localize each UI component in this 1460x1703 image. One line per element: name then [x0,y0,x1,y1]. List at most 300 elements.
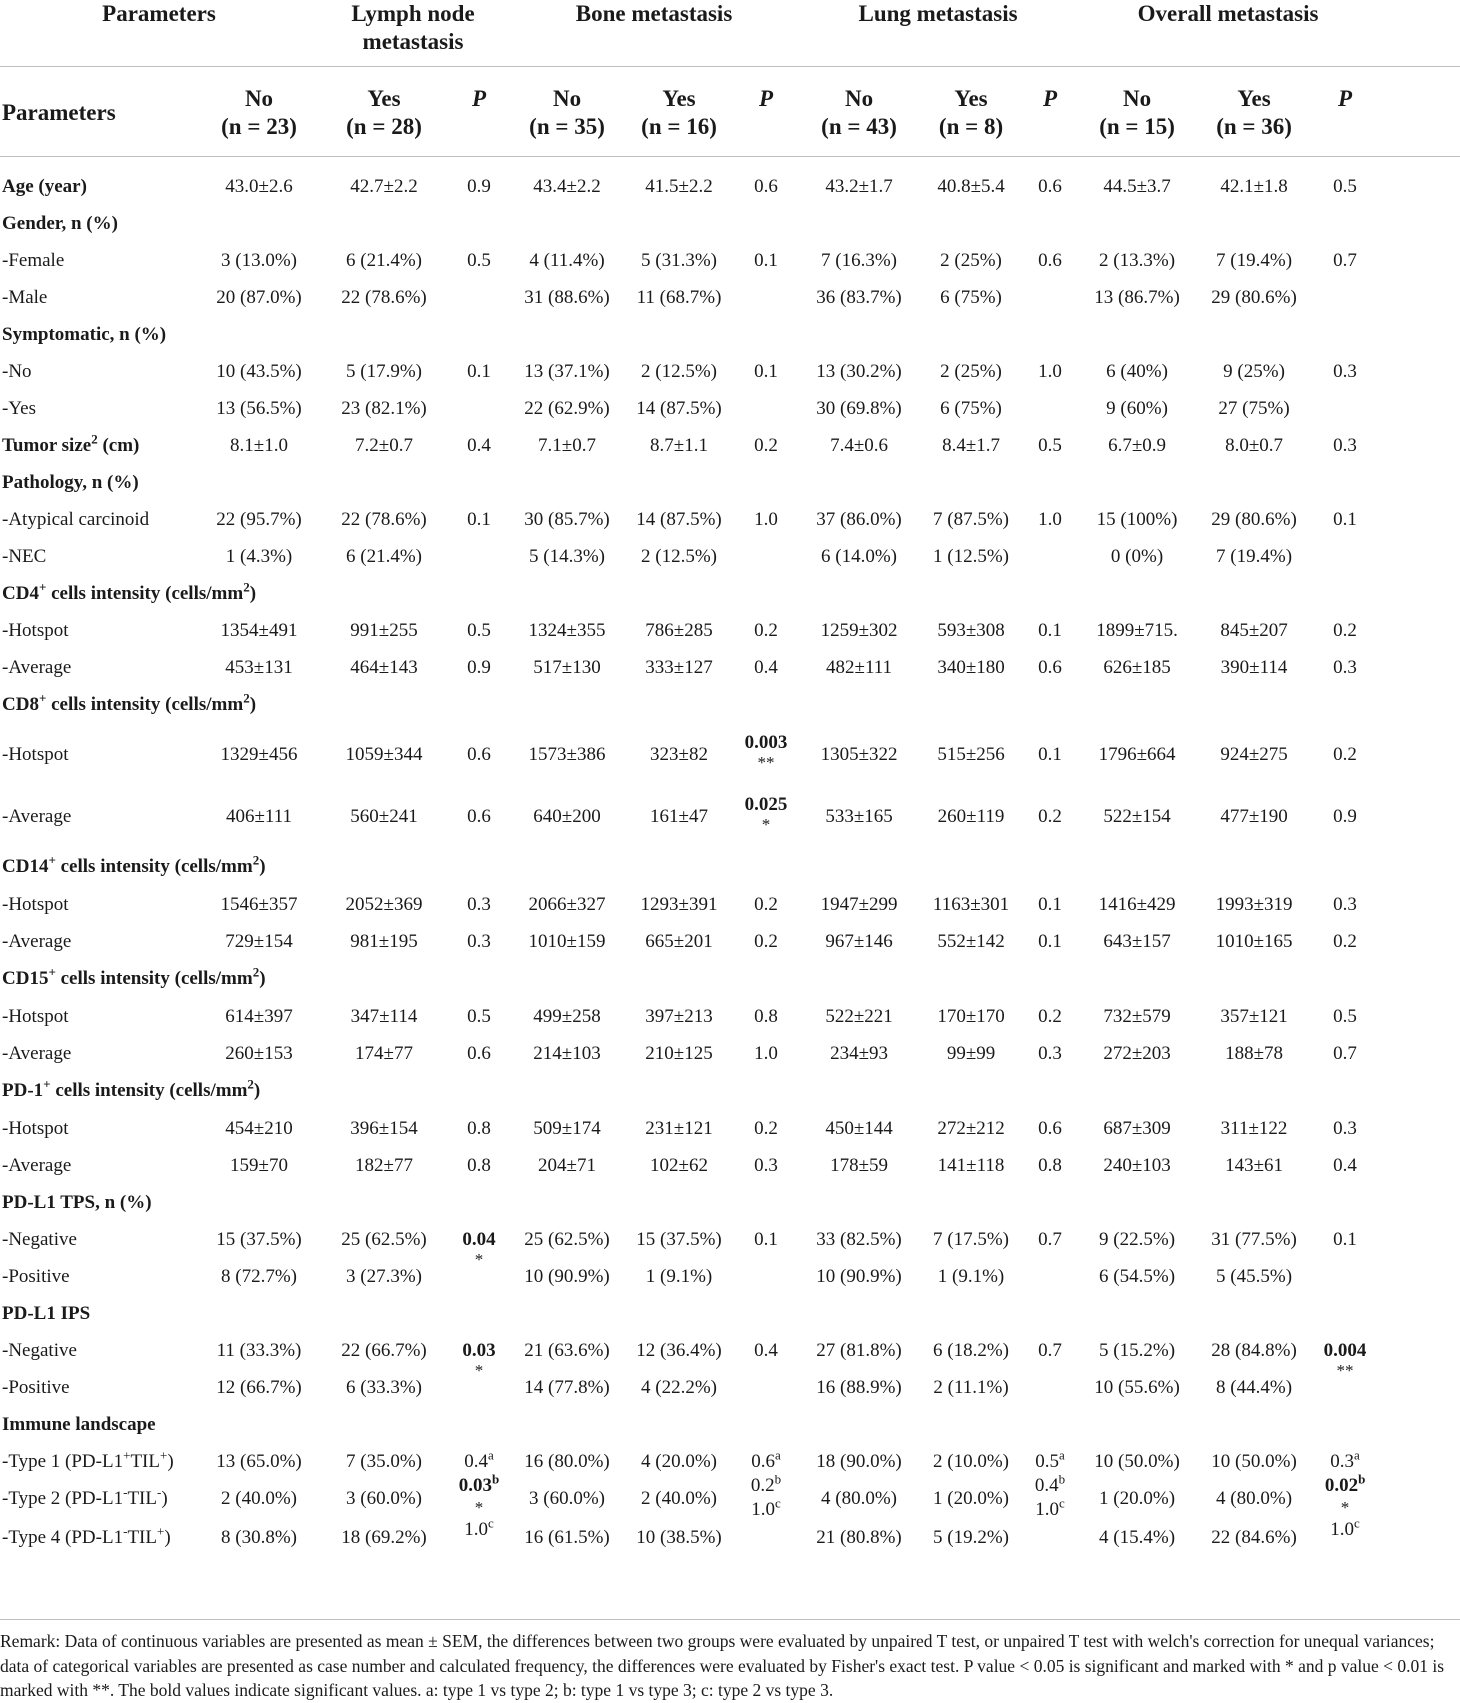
table-row [0,1369,1460,1406]
col-lung-yes-n: (n = 8) [938,114,1004,139]
table-cell: 20 (87.0%) [216,286,302,308]
table-cell: 8.4±1.7 [942,434,1000,456]
group-header-lymph-node: Lymph node metastasis [351,1,475,54]
table-cell [1310,538,1380,575]
table-cell: 640±200 [533,806,601,827]
col-bone-yes: Yes [662,86,696,111]
table-cell: 11 (68.7%) [636,286,722,308]
row-label-female: -Female [2,249,65,271]
section-cd4: CD4+ cells intensity $(cells/mm^2)$ [2,579,257,604]
table-cell: 1.0 [1038,360,1062,382]
table-cell: 552±142 [937,930,1005,952]
col-overall-yes: Yes [1237,86,1271,111]
table-cell: 240±103 [1103,1154,1171,1176]
table-cell: 15 (37.5%) [216,1228,302,1250]
table-cell: 1796±664 [1098,744,1176,765]
table-cell: 0.2 [754,1117,778,1139]
table-cell: 27 (75%) [1218,397,1290,419]
table-cell: 0.6 [1038,249,1062,271]
table-cell: 42.1±1.8 [1220,175,1288,197]
table-cell [1024,390,1076,427]
table-cell: 522±154 [1103,806,1171,827]
table-cell: 16 (80.0%) [524,1450,610,1472]
table-cell: 0.9 [467,175,491,197]
table-cell: 30 (85.7%) [524,508,610,530]
col-lung-no-n: (n = 43) [821,114,897,139]
table-cell: 27 (81.8%) [816,1339,902,1361]
table-row [0,1035,1460,1072]
group-header-lung: Lung metastasis [858,1,1018,26]
table-cell: 2052±369 [345,893,423,915]
table-cell: 31 (88.6%) [524,286,610,308]
table-cell: 522±221 [825,1005,893,1027]
table-row [0,427,1460,464]
table-cell: 6 (33.3%) [346,1376,422,1398]
col-ln-no: No [244,86,274,111]
table-cell: 0.1 [467,508,491,530]
table-cell: 18 (90.0%) [816,1450,902,1472]
table-cell: 0.7 [1333,249,1357,271]
table-cell: 0.8 [467,1154,491,1176]
row-label-cd14-hotspot: -Hotspot [2,893,69,915]
table-row [0,1221,1460,1258]
table-cell: 2 (40.0%) [641,1487,717,1509]
row-label-nec: -NEC [2,545,47,567]
table-cell: 2066±327 [528,893,606,915]
table-cell: 6 (21.4%) [346,249,422,271]
row-label-type1: -Type 1 (PD-L1+TIL+) [2,1447,174,1472]
table-row [0,724,1460,786]
table-row [0,1258,1460,1295]
table-row [0,279,1460,316]
section-row [0,960,1460,998]
table-cell: 5 (17.9%) [346,360,422,382]
table-cell: 6 (54.5%) [1099,1265,1176,1287]
table-cell: 7 (19.4%) [1216,249,1293,271]
table-cell: 16 (88.9%) [816,1376,902,1398]
table-cell: 499±258 [533,1005,601,1027]
row-label-cd8-average: -Average [2,806,72,827]
table-cell: 6.7±0.9 [1108,434,1167,456]
table-cell: 732±579 [1103,1005,1171,1027]
row-label-male: -Male [2,286,48,308]
table-cell: 397±213 [645,1005,713,1027]
table-cell [450,538,508,575]
table-cell: 14 (77.8%) [524,1376,610,1398]
table-cell: 234±93 [830,1042,888,1064]
table-cell: 396±154 [350,1117,418,1139]
table-cell: 10 (50.0%) [1094,1450,1180,1472]
table-row [0,1110,1460,1147]
table-cell: 231±121 [645,1117,713,1139]
table-cell: 260±119 [937,806,1005,827]
table-cell: 0.1 [1038,893,1062,915]
row-label-cd15-hotspot: -Hotspot [2,1005,69,1027]
table-cell: 0.2 [1333,744,1357,765]
table-cell: 1 (4.3%) [225,545,293,567]
table-cell: 5 (31.3%) [641,249,717,271]
table-cell: 42.7±2.2 [350,175,418,197]
table-cell: 0.3 [1038,1042,1062,1064]
table-cell: 8 (72.7%) [221,1265,297,1287]
table-cell: 31 (77.5%) [1211,1228,1297,1250]
table-row [0,1443,1460,1480]
table-cell: 311±122 [1220,1117,1288,1139]
table-cell: 33 (82.5%) [816,1228,902,1250]
table-cell: 0.7 [1038,1228,1062,1250]
table-cell: 0.2 [1038,1005,1062,1027]
table-cell: 43.4±2.2 [533,175,601,197]
table-cell: 2 (10.0%) [933,1450,1010,1472]
table-cell: 25 (62.5%) [341,1228,427,1250]
p-cell-immune-overall: 0.3$^a$ 0.02$^b$ * 1.0$^c$ [1324,1447,1366,1540]
table-cell [1024,1258,1076,1295]
table-cell: 4 (80.0%) [1216,1487,1293,1509]
table-cell: 1329±456 [220,744,298,765]
table-cell: 161±47 [650,806,708,827]
table-cell: 0.03 * [462,1340,496,1380]
table-cell: 102±62 [650,1154,708,1176]
table-cell: 7.1±0.7 [538,434,596,456]
col-bone-p: P [758,86,774,111]
table-cell: 0.5 [1038,434,1062,456]
table-cell: 3 (13.0%) [221,249,297,271]
row-label-type2: -Type 2 (PD-L1-TIL-) [2,1484,168,1509]
group-header-overall: Overall metastasis [1137,1,1319,26]
table-cell: 4 (80.0%) [821,1487,898,1509]
table-cell: 981±195 [350,930,418,952]
table-cell: 0.9 [467,656,491,678]
table-cell: 1.0 [754,508,778,530]
section-cd14: CD14+ cells intensity $(cells/mm^2)$ [2,852,266,877]
table-cell [732,1258,800,1295]
table-cell: 4 (11.4%) [529,249,605,271]
table-cell: 0.3 [1333,656,1357,678]
row-label-pd1-average: -Average [2,1154,72,1176]
row-label-cd4-hotspot: -Hotspot [2,619,69,641]
table-cell: 2 (40.0%) [221,1487,297,1509]
table-row [0,538,1460,575]
table-cell [1024,538,1076,575]
table-cell: 0.4 [754,1339,778,1361]
table-cell: 10 (38.5%) [636,1527,722,1548]
table-remark: Remark: Data of continuous variables are presented as mean ± SEM, the differences between two groups were evaluated by unpaired T test, or unpaired T test with welch's correction for unequal variances; data of categorical variables are presented as case number and calculated frequency, the differences were evaluated by Fisher's exact test. P value < 0.05 is significant and marked with * and p value < 0.01 is marked with **. The bold values indicate significant values. a: type 1 vs type 2; b: type 1 vs type 3; c: type 2 vs type 3. [0,1619,1460,1703]
table-cell: 15 (37.5%) [636,1228,722,1250]
table-cell: 143±61 [1225,1154,1284,1176]
table-cell: 14 (87.5%) [636,397,722,419]
table-cell: 0.003 ** [744,732,788,772]
table-cell: 517±130 [533,656,601,678]
table-cell: 16 (61.5%) [524,1527,610,1548]
table-cell: 29 (80.6%) [1211,508,1297,530]
table-cell: 515±256 [937,744,1005,765]
table-cell [1310,390,1380,427]
table-cell: 0.2 [1038,806,1062,827]
section-row [0,1295,1460,1332]
table-row [0,1480,1460,1517]
table-cell: 5 (14.3%) [529,545,605,567]
table-cell: 0.2 [1333,619,1357,641]
table-cell: 18 (69.2%) [341,1527,427,1548]
table-cell: 0.6 [467,744,491,765]
table-cell: 7 (16.3%) [821,249,898,271]
table-cell: 0.4 [467,434,491,456]
table-cell: 13 (30.2%) [816,360,902,382]
table-cell: 1324±355 [528,619,606,641]
table-cell [732,538,800,575]
table-cell: 0.1 [467,360,491,382]
table-cell: 454±210 [225,1117,293,1139]
table-cell: 924±275 [1220,744,1288,765]
table-cell: 0.7 [1333,1042,1357,1064]
table-cell: 0.6 [754,175,778,197]
table-cell: 0.3 [1333,434,1357,456]
col-overall-yes-n: (n = 36) [1216,114,1292,139]
table-cell: 3 (60.0%) [346,1487,422,1509]
table-cell: 1 (12.5%) [933,545,1010,567]
table-cell: 2 (11.1%) [933,1376,1009,1398]
table-row [0,353,1460,390]
table-cell: 8 (30.8%) [221,1527,297,1548]
table-cell: 10 (50.0%) [1211,1450,1297,1472]
table-cell: 22 (84.6%) [1211,1527,1297,1548]
row-label-tps-positive: -Positive [2,1265,70,1287]
table-cell: 6 (18.2%) [933,1339,1010,1361]
table-cell: 5 (45.5%) [1216,1265,1293,1287]
table-cell: 43.0±2.6 [225,175,293,197]
table-cell: 210±125 [645,1042,713,1064]
table-cell: 0.3 [1333,893,1357,915]
section-cd8: CD8+ cells intensity $(cells/mm^2)$ [2,690,257,715]
table-row [0,923,1460,960]
table-cell: 0.2 [754,434,778,456]
table-cell: 29 (80.6%) [1211,286,1297,308]
table-cell: 1293±391 [640,893,718,915]
table-row [0,242,1460,279]
table-cell: 21 (80.8%) [816,1527,902,1548]
table-cell: 8 (44.4%) [1216,1376,1293,1398]
col-ln-yes-n: (n = 28) [346,114,422,139]
row-label-cd8-hotspot: -Hotspot [2,744,69,765]
table-cell: 560±241 [350,806,418,827]
table-cell: 1947±299 [820,893,898,915]
table-cell: 7.2±0.7 [355,434,413,456]
table-cell: 687±309 [1103,1117,1171,1139]
row-label-cd4-average: -Average [2,656,72,678]
table-cell: 214±103 [533,1042,601,1064]
table-cell: 786±285 [645,619,713,641]
section-row [0,1072,1460,1110]
table-cell: 0.6 [467,806,491,827]
table-cell: 22 (78.6%) [341,508,427,530]
table-cell: 6 (40%) [1106,360,1168,382]
table-cell: 12 (36.4%) [636,1339,722,1361]
table-cell: 593±308 [937,619,1005,641]
table-cell: 7 (35.0%) [346,1450,422,1472]
table-cell: 10 (90.9%) [816,1265,902,1287]
table-cell: 533±165 [825,806,893,827]
table-cell: 0.8 [467,1117,491,1139]
table-row [0,886,1460,923]
table-cell: 7.4±0.6 [830,434,888,456]
table-cell: 272±212 [937,1117,1005,1139]
table-cell: 13 (37.1%) [524,360,610,382]
table-cell: 0.1 [1038,619,1062,641]
table-cell: 347±114 [350,1005,418,1027]
table-cell: 0.1 [754,360,778,382]
table-cell: 509±174 [533,1117,601,1139]
table-cell: 0.1 [1333,1228,1357,1250]
table-cell: 10 (90.9%) [524,1265,610,1287]
table-cell: 1.0 [1038,508,1062,530]
row-label-atypical: -Atypical carcinoid [2,508,150,530]
col-overall-no-n: (n = 15) [1099,114,1175,139]
table-cell: 7 (87.5%) [933,508,1010,530]
table-row [0,612,1460,649]
col-ln-yes: Yes [367,86,401,111]
table-cell: 0.6 [467,1042,491,1064]
table-cell: 450±144 [825,1117,893,1139]
table-cell: 845±207 [1220,619,1288,641]
table-cell: 1259±302 [820,619,898,641]
table-cell: 15 (100%) [1096,508,1178,530]
table-cell: 13 (65.0%) [216,1450,302,1472]
table-cell: 43.2±1.7 [825,175,893,197]
table-cell: 9 (60%) [1106,397,1168,419]
column-header-parameters: Parameters [0,66,200,156]
table-cell: 260±153 [225,1042,293,1064]
table-cell: 1 (20.0%) [933,1487,1010,1509]
table-cell: 5 (15.2%) [1099,1339,1176,1361]
table-cell: 10 (43.5%) [216,360,302,382]
table-cell: 3 (60.0%) [529,1487,605,1509]
table-cell: 188±78 [1225,1042,1284,1064]
col-overall-no: No [1122,86,1152,111]
table-row [0,998,1460,1035]
table-cell: 1010±159 [528,930,606,952]
group-header-bone: Bone metastasis [575,1,733,26]
table-cell: 0.8 [754,1005,778,1027]
table-cell: 7 (17.5%) [933,1228,1010,1250]
row-label-age: Age (year) [2,175,87,197]
table-cell: 22 (78.6%) [341,286,427,308]
table-cell: 0.6 [1038,1117,1062,1139]
table-cell [450,390,508,427]
table-cell: 6 (75%) [940,286,1002,308]
table-cell: 13 (56.5%) [216,397,302,419]
section-row [0,575,1460,612]
table-cell: 22 (66.7%) [341,1339,427,1361]
table-cell: 204±71 [538,1154,596,1176]
table-cell: 0.8 [1038,1154,1062,1176]
table-cell: 6 (14.0%) [821,545,898,567]
table-cell: 729±154 [225,930,293,952]
table-cell: 28 (84.8%) [1211,1339,1297,1361]
section-row [0,686,1460,724]
table-cell: 0.9 [1333,806,1357,827]
table-cell: 12 (66.7%) [216,1376,302,1398]
col-ln-no-n: (n = 23) [221,114,297,139]
table-cell [1024,279,1076,316]
row-label-ips-positive: -Positive [2,1376,70,1398]
table-cell: 2 (12.5%) [641,545,717,567]
row-label-tumor: Tumor size$^2$ (cm) [2,431,140,456]
section-row [0,464,1460,501]
table-cell: 0.5 [467,249,491,271]
row-label-ips-negative: -Negative [2,1339,77,1361]
table-cell: 614±397 [225,1005,293,1027]
section-row [0,205,1460,242]
section-row [0,848,1460,886]
table-cell: 0.7 [1038,1339,1062,1361]
table-cell: 1059±344 [345,744,423,765]
table-cell: 0.2 [754,930,778,952]
table-cell: 626±185 [1103,656,1171,678]
table-cell: 0.3 [467,930,491,952]
table-cell: 0.1 [1038,930,1062,952]
table-row [0,1332,1460,1369]
table-cell: 159±70 [230,1154,288,1176]
table-cell: 0.1 [754,1228,778,1250]
table-cell: 30 (69.8%) [816,397,902,419]
table-cell: 1.0 [754,1042,778,1064]
table-cell: 44.5±3.7 [1103,175,1171,197]
table-cell: 22 (62.9%) [524,397,610,419]
table-cell: 0.6 [1038,656,1062,678]
table-cell: 40.8±5.4 [937,175,1005,197]
table-cell: 178±59 [830,1154,888,1176]
row-label-pd1-hotspot: -Hotspot [2,1117,69,1139]
table-cell: 6 (75%) [940,397,1002,419]
table-cell: 482±111 [826,656,893,678]
p-cell-immune-ln: 0.4$^a$ 0.03$^b$ * 1.0$^c$ [458,1447,500,1540]
section-ips: PD-L1 IPS [2,1302,91,1324]
table-cell: 0.6 [1038,175,1062,197]
table-cell: 0.5 [467,619,491,641]
table-cell: 1546±357 [220,893,298,915]
table-row [0,649,1460,686]
section-row [0,316,1460,353]
table-cell: 3 (27.3%) [346,1265,422,1287]
table-cell: 1573±386 [528,744,606,765]
table-cell: 272±203 [1103,1042,1171,1064]
table-cell: 8.0±0.7 [1225,434,1284,456]
col-ln-p: P [471,86,487,111]
table-cell: 967±146 [825,930,893,952]
table-cell: 9 (22.5%) [1099,1228,1176,1250]
table-cell: 0.004 ** [1323,1340,1367,1380]
row-label-cd15-average: -Average [2,1042,72,1064]
table-cell: 0.2 [754,893,778,915]
table-cell: 2 (25%) [940,249,1002,271]
table-cell: 37 (86.0%) [816,508,902,530]
table-cell: 13 (86.7%) [1094,286,1180,308]
row-label-symp-yes: -Yes [2,397,36,419]
section-gender: Gender, n (%) [2,212,118,234]
col-lung-p: P [1043,86,1058,111]
group-header-row [0,0,1460,66]
table-cell [1310,1258,1380,1295]
table-cell: 8.7±1.1 [650,434,708,456]
col-bone-no-n: (n = 35) [529,114,605,139]
table-cell: 22 (95.7%) [216,508,302,530]
table-cell: 991±255 [350,619,418,641]
table-cell: 2 (25%) [940,360,1002,382]
table-cell: 390±114 [1220,656,1288,678]
table-cell: 9 (25%) [1223,360,1285,382]
table-cell: 0.1 [1038,744,1062,765]
table-cell: 1305±322 [820,744,898,765]
